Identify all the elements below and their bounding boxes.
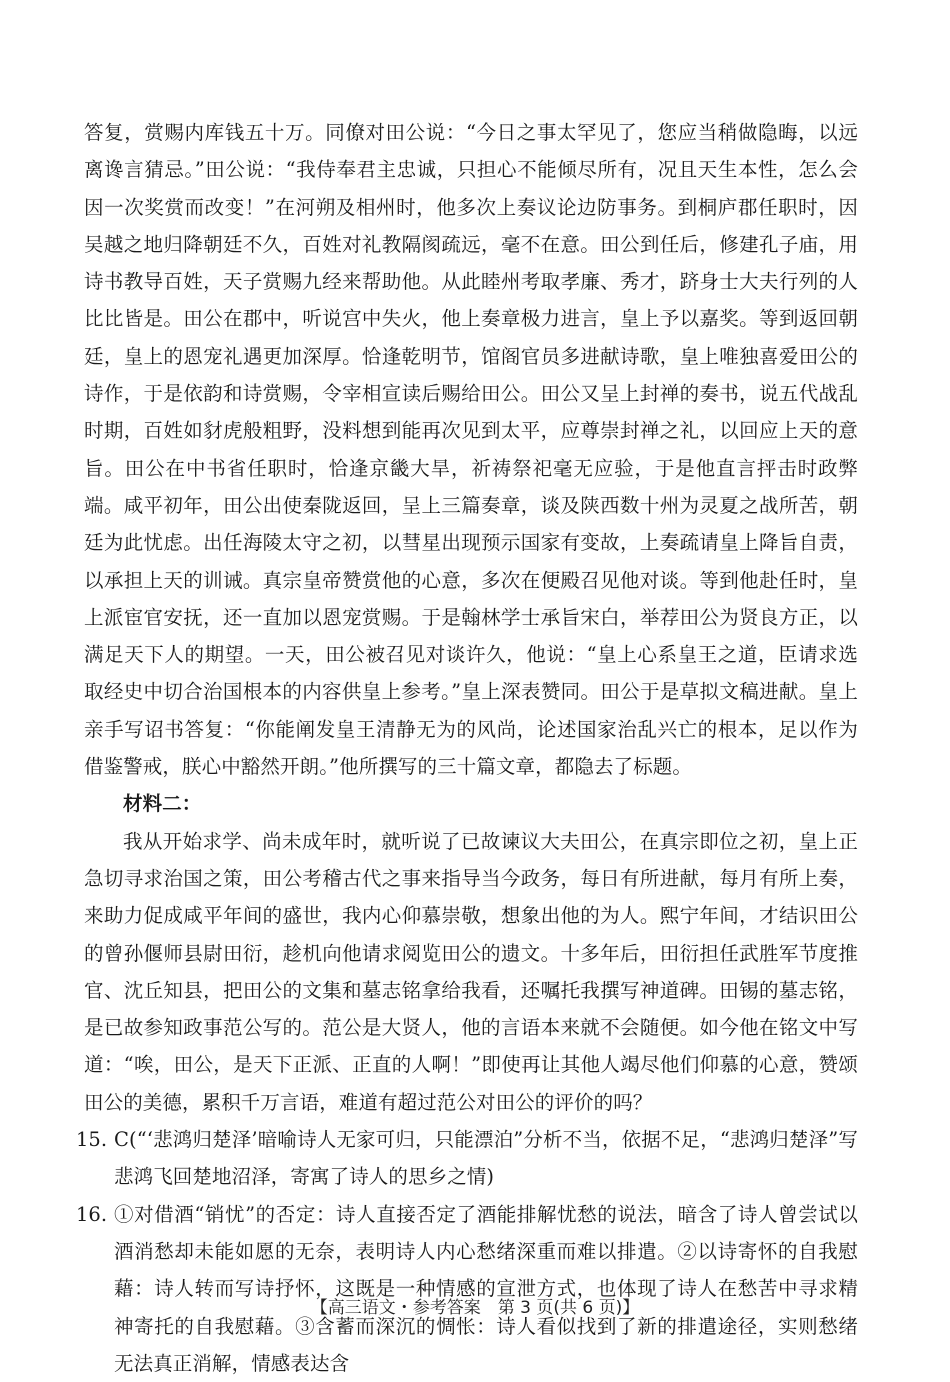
material1-paragraph: 答复，赏赐内库钱五十万。同僚对田公说：“今日之事太罕见了，您应当稍做隐晦，以远离谗言猜忌。”田公说：“我侍奉君主忠诚，只担心不能倾尽所有，况且天生本性，怎么会因一次奖赏而改变！”在河朔及相州时，他多次上奏议论边防事务。到桐庐郡任职时，因吴越之地归降朝廷不久，百姓对礼教隔阂疏远，毫不在意。田公到任后，修建孔子庙，用诗书教导百姓，天子赏赐九经来帮助他。从此睦州考取孝廉、秀才，跻身士大夫行列的人比比皆是。田公在郡中，听说宫中失火，他上奏章极力进言，皇上予以嘉奖。等到返回朝廷，皇上的恩宠礼遇更加深厚。恰逢乾明节，馆阁官员多进献诗歌，皇上唯独喜爱田公的诗作，于是依韵和诗赏赐，令宰相宣读后赐给田公。田公又呈上封禅的奏书，说五代战乱时期，百姓如豺虎般粗野，没料想到能再次见到太平，应尊崇封禅之礼，以回应上天的意旨。田公在中书省任职时，恰逢京畿大旱，祈祷祭祀毫无应验，于是他直言抨击时政弊端。咸平初年，田公出使秦陇返回，呈上三篇奏章，谈及陕西数十州为灵夏之战所苦，朝廷为此忧虑。出任海陵太守之初，以彗星出现预示国家有变故，上奏疏请皇上降旨自责，以承担上天的训诫。真宗皇帝赞赏他的心意，多次在便殿召见他对谈。等到他赴任时，皇上派宦官安抚，还一直加以恩宠赏赐。于是翰林学士承旨宋白，举荐田公为贤良方正，以满足天下人的期望。一天，田公被召见对谈许久，他说：“皇上心系皇王之道，臣请求选取经史中切合治国根本的内容供皇上参考。”皇上深表赞同。田公于是草拟文稿进献。皇上亲手写诏书答复：“你能阐发皇王清静无为的风尚，论述国家治乱兴亡的根本，足以作为借鉴警戒，朕心中豁然开朗。”他所撰写的三十篇文章，都隐去了标题。	[84, 121, 858, 779]
answer-text: ①对借酒“销忧”的否定：诗人直接否定了酒能排解忧愁的说法，暗含了诗人曾尝试以酒消愁却未能如愿的无奈，表明诗人内心愁绪深重而难以排遣。②以诗寄怀的自我慰藉：诗人转而写诗抒怀，这既是一种情感的宣泄方式，也体现了诗人在愁苦中寻求精神寄托的自我慰藉。③含蓄而深沉的惆怅：诗人看似找到了新的排遣途径，实则愁绪无法真正消解，情感表达含	[114, 1202, 858, 1375]
material2-paragraph: 我从开始求学、尚未成年时，就听说了已故谏议大夫田公，在真宗即位之初，皇上正急切寻求治国之策，田公考稽古代之事来指导当今政务，每日有所进献，每月有所上奏，来助力促成咸平年间的盛世，我内心仰慕崇敬，想象出他的为人。熙宁年间，才结识田公的曾孙偃师县尉田衍，趁机向他请求阅览田公的遗文。十多年后，田衍担任武胜军节度推官、沈丘知县，把田公的文集和墓志铭拿给我看，还嘱托我撰写神道碑。田锡的墓志铭，是已故参知政事范公写的。范公是大贤人，他的言语本来就不会随便。如今他在铭文中写道：“唉，田公，是天下正派、正直的人啊！”即使再让其他人竭尽他们仰慕的心意，赞颂田公的美德，累积千万言语，难道有超过范公对田公的评价的吗？	[84, 829, 858, 1114]
question-number: 15.	[76, 1128, 108, 1152]
material2-heading: 材料二：	[123, 792, 202, 816]
answer-item-16	[76, 1196, 858, 1382]
question-number: 16.	[76, 1202, 108, 1226]
answer-text: C(“‘悲鸿归楚泽’暗喻诗人无家可归，只能漂泊”分析不当，依据不足，“悲鸿归楚泽”写悲鸿飞回楚地沼泽，寄寓了诗人的思乡之情)	[114, 1128, 858, 1189]
page-footer: 【高三语文・参考答案 第 3 页(共 6 页)】	[310, 1298, 640, 1318]
answer-content	[76, 114, 858, 1382]
answer-item-15	[76, 1121, 858, 1196]
